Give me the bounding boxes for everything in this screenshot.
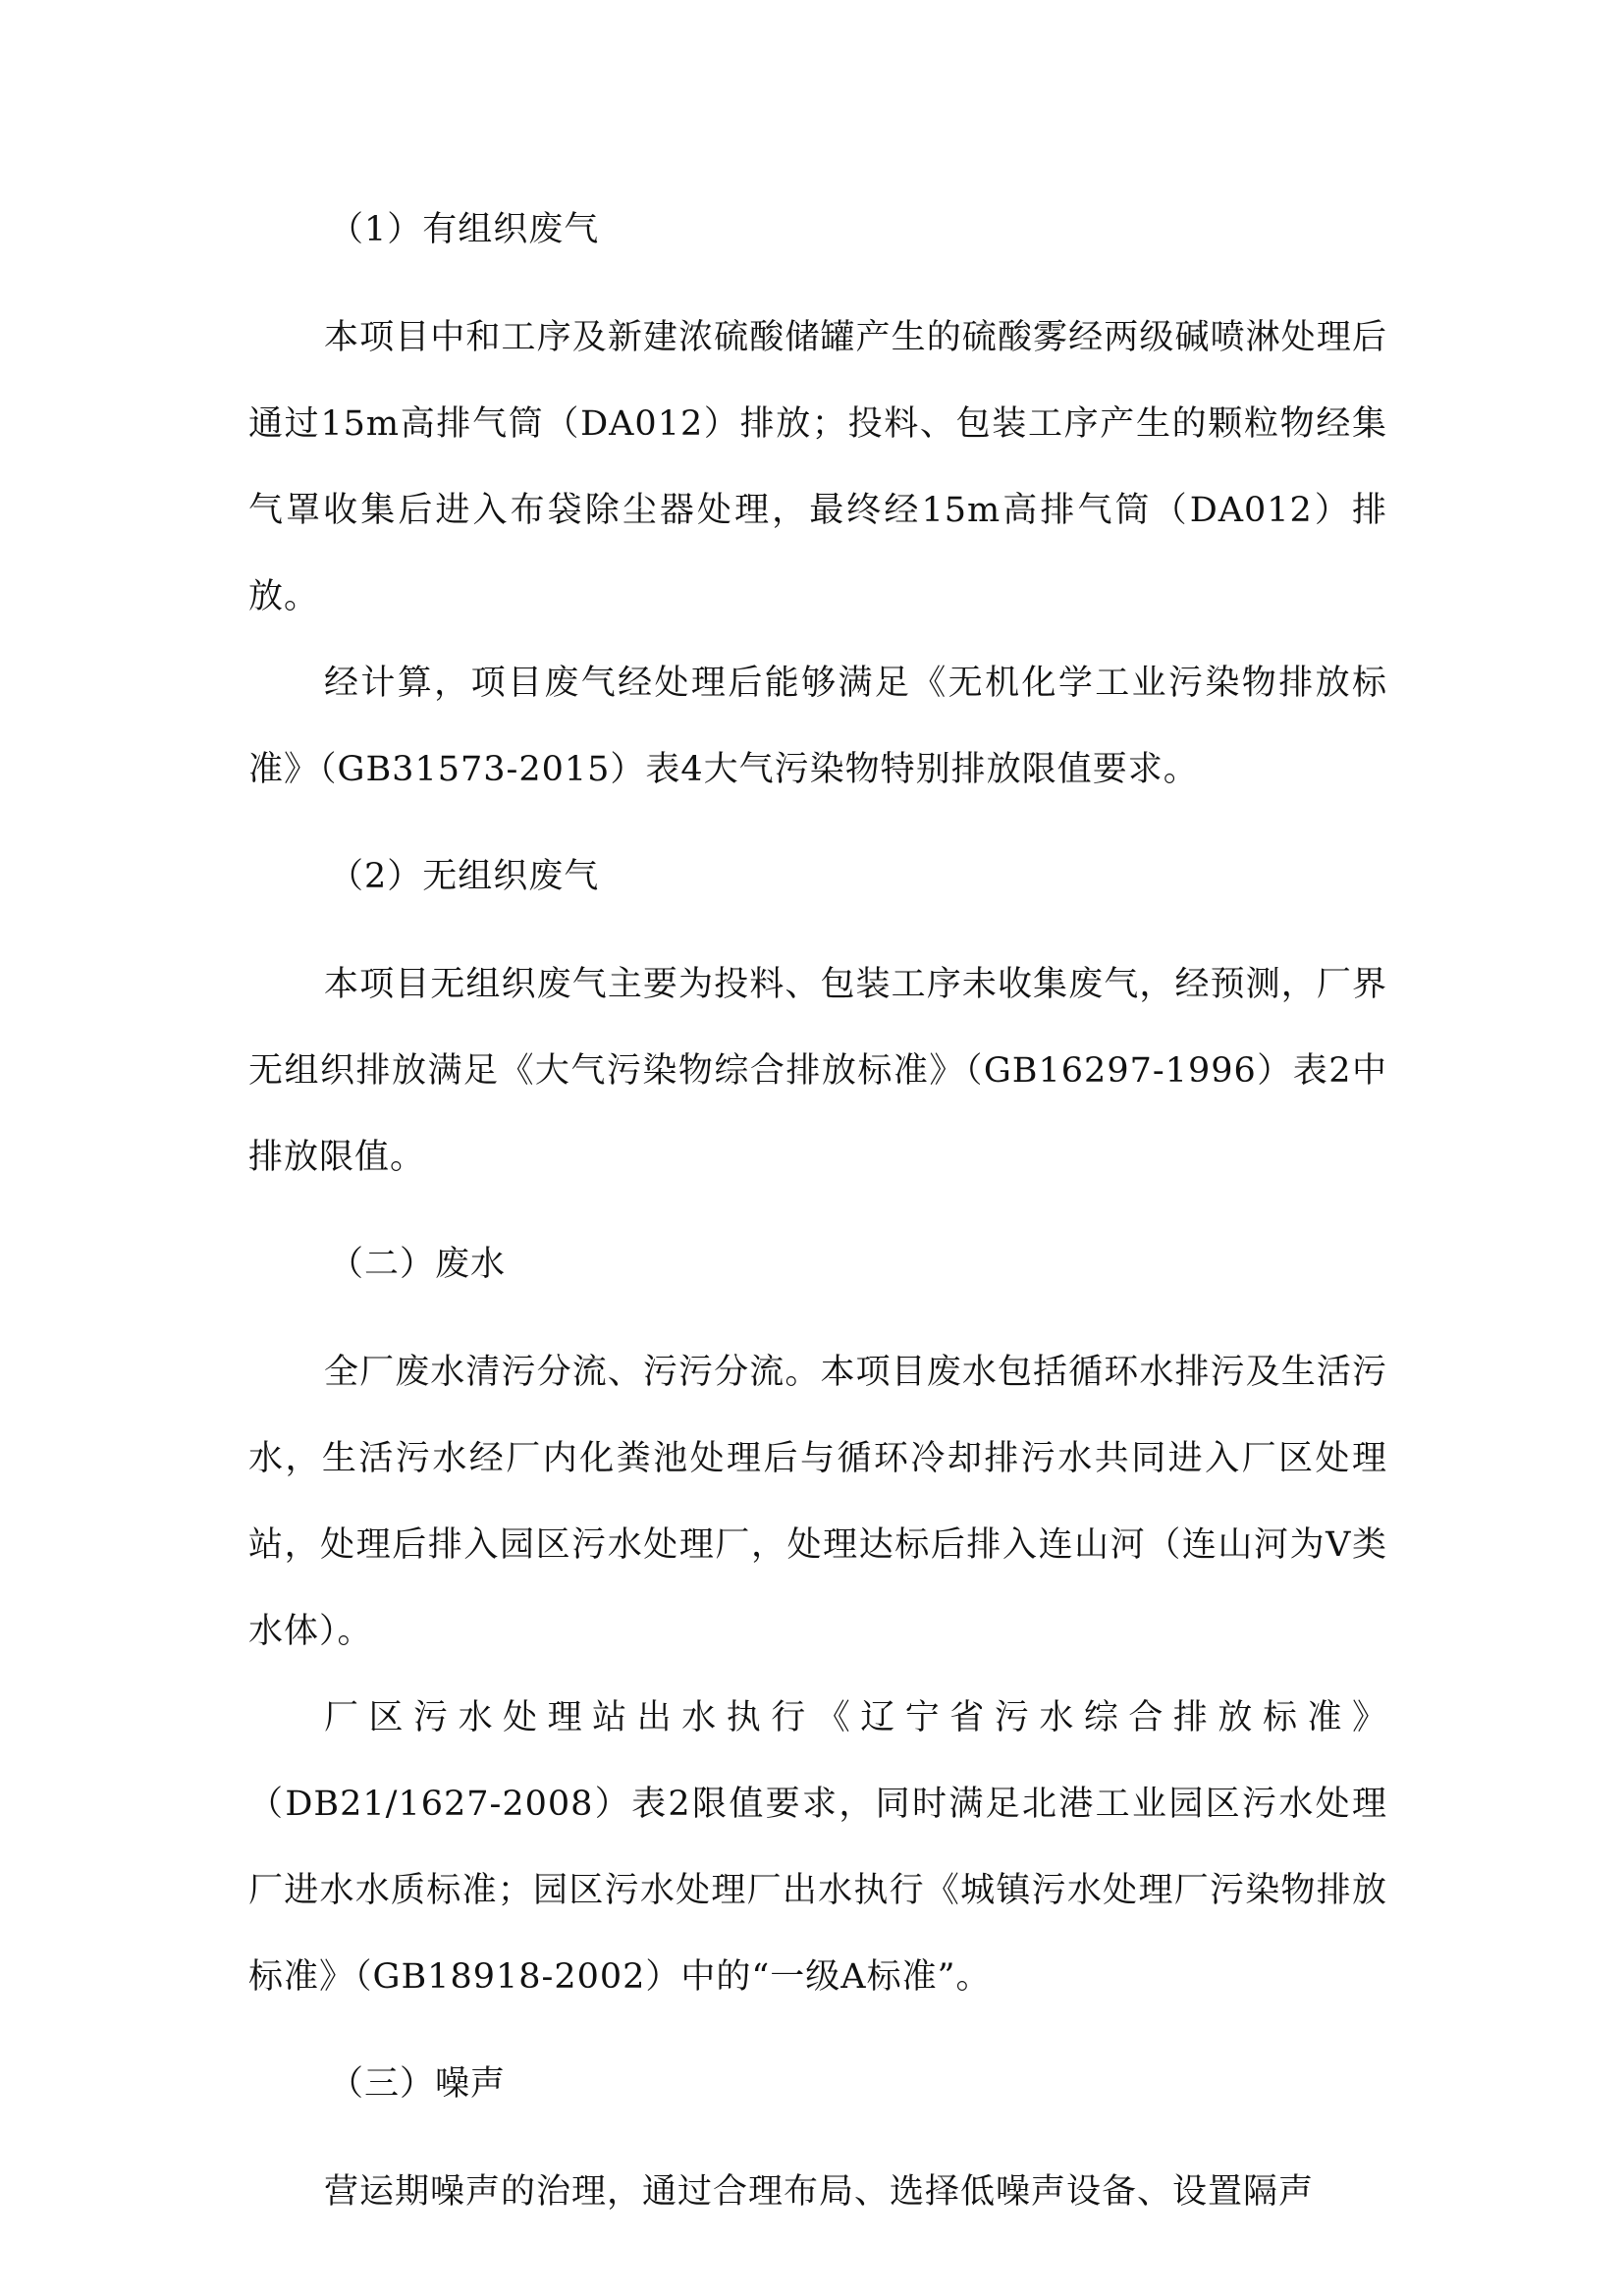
- section-heading-wastewater: （二）废水: [329, 1245, 507, 1284]
- paragraph-wastewater-flow: 全厂废水清污分流、污污分流。本项目废水包括循环水排污及生活污水，生活污水经厂内化粪池处理后与循环冷却排污水共同进入厂区处理站，处理后排入园区污水处理厂，处理达标后排入连山河（连山河为V类水体）。: [248, 1353, 1387, 1651]
- paragraph-organized-exhaust-compliance: 经计算，项目废气经处理后能够满足《无机化学工业污染物排放标准》（GB31573-2015）表4大气污染物特别排放限值要求。: [248, 664, 1387, 789]
- paragraph-wastewater-standards: 厂区污水处理站出水执行《辽宁省污水综合排放标准》（DB21/1627-2008）表2限值要求，同时满足北港工业园区污水处理厂进水水质标准；园区污水处理厂出水执行《城镇污水处理厂污染物排放标准》（GB18918-2002）中的“一级A标准”。: [248, 1698, 1387, 1997]
- paragraph-fugitive-exhaust: 本项目无组织废气主要为投料、包装工序未收集废气，经预测，厂界无组织排放满足《大气污染物综合排放标准》（GB16297-1996）表2中排放限值。: [248, 965, 1387, 1177]
- document-body: [248, 208, 1387, 2235]
- paragraph-noise-control: 营运期噪声的治理，通过合理布局、选择低噪声设备、设置隔声: [324, 2172, 1315, 2212]
- paragraph-organized-exhaust-treatment: 本项目中和工序及新建浓硫酸储罐产生的硫酸雾经两级碱喷淋处理后通过15m高排气筒（DA012）排放；投料、包装工序产生的颗粒物经集气罩收集后进入布袋除尘器处理，最终经15m高排气筒（DA012）排放。: [248, 318, 1387, 616]
- section-heading-noise: （三）噪声: [329, 2064, 507, 2104]
- section-heading-organized-exhaust: （1）有组织废气: [329, 210, 600, 249]
- section-heading-fugitive-exhaust: （2）无组织废气: [329, 857, 600, 896]
